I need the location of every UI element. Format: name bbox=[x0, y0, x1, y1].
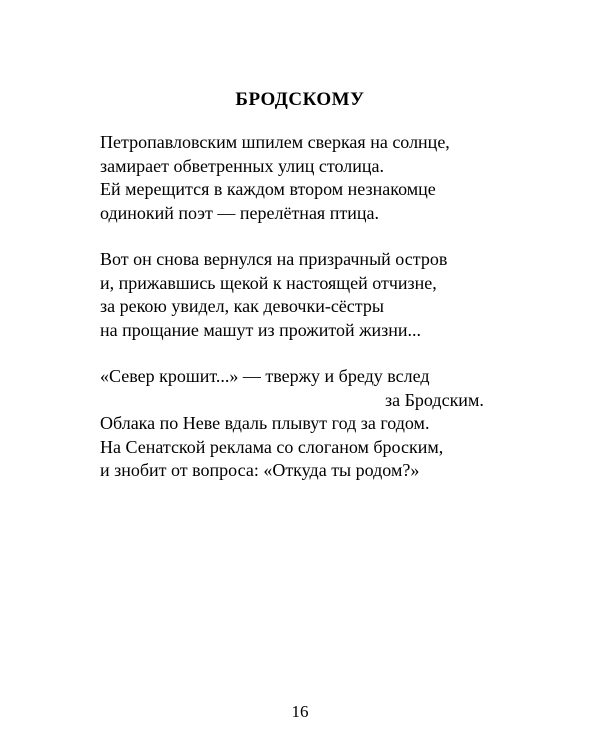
stanza-1 bbox=[100, 131, 520, 225]
poem-line-continuation: за Бродским. bbox=[385, 389, 484, 410]
page-number: 16 bbox=[291, 702, 309, 721]
poem-title: БРОДСКОМУ bbox=[235, 89, 365, 110]
poem-line: Вот он снова вернулся на призрачный остров bbox=[100, 249, 448, 269]
poem-line: «Север крошит...» — твержу и бреду вслед bbox=[100, 366, 430, 386]
stanza-2 bbox=[100, 248, 520, 342]
poem-line: и знобит от вопроса: «Откуда ты родом?» bbox=[100, 460, 420, 480]
poem-line: одинокий поэт — перелётная птица. bbox=[100, 202, 379, 223]
poem-line: Петропавловским шпилем сверкая на солнце, bbox=[100, 132, 450, 152]
poem-line: и, прижавшись щекой к настоящей отчизне, bbox=[100, 272, 437, 293]
poem-line: на прощание машут из прожитой жизни... bbox=[100, 319, 422, 340]
poem-line: На Сенатской реклама со слоганом броским, bbox=[100, 436, 444, 457]
stanza-3 bbox=[100, 365, 520, 483]
poem-line: Ей мерещится в каждом втором незнакомце bbox=[100, 179, 436, 199]
poem-line: за рекою увидел, как девочки-сёстры bbox=[100, 296, 384, 316]
poem-line: Облака по Неве вдаль плывут год за годом. bbox=[100, 413, 430, 433]
poem-line: замирает обветренных улиц столица. bbox=[100, 155, 385, 176]
poem-body bbox=[100, 131, 520, 506]
